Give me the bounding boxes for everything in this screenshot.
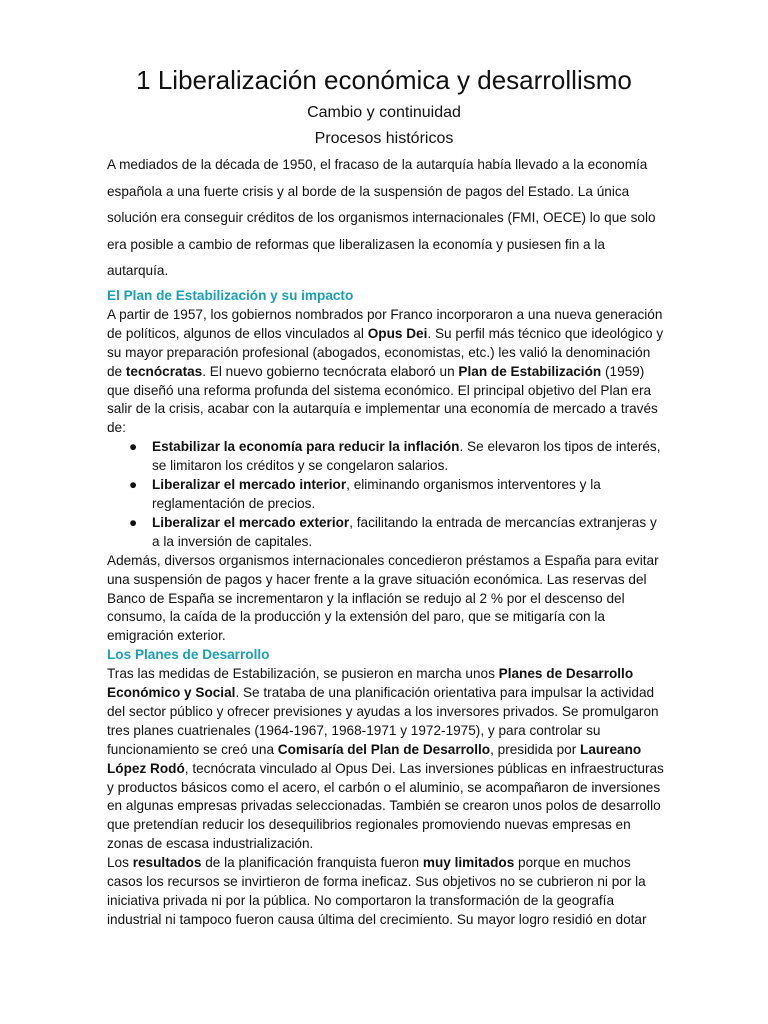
section1-paragraph-1: A partir de 1957, los gobiernos nombrados por Franco incorporaron a una nueva generación de políticos, algunos de ellos vinculados al Opus Dei. Su perfil más técnico que ideológico y su mayor preparación profesional (abogados, economistas, etc.) les valió la denominación de tecnócratas. El nuevo gobierno tecnócrata elaboró un Plan de Estabilización (1959) que diseñó una reforma profunda del sistema económico. El principal objetivo del Plan era salir de la crisis, acabar con la autarquía e implementar una economía de mercado a través de: (107, 306, 664, 436)
list-item: ● Liberalizar el mercado exterior, facilitando la entrada de mercancías extranjeras y a la inversión de capitales. (129, 514, 657, 549)
section-heading-estabilizacion: El Plan de Estabilización y su impacto (107, 288, 354, 303)
bold-term: Planes de Desarrollo Económico y Social (107, 666, 634, 701)
bullet-icon: ● (129, 439, 138, 455)
document-body (107, 287, 667, 930)
bold-term: muy limitados (422, 855, 515, 871)
bullet-icon: ● (129, 477, 138, 493)
intro-paragraph: A mediados de la década de 1950, el fracaso de la autarquía había llevado a la economía española a una fuerte crisis y al borde de la suspensión de pagos del Estado. La única solución era conseguir créditos de los organismos internacionales (FMI, OECE) lo que solo era posible a cambio de reformas que liberalizasen la economía y pusiesen fin a la autarquía. (107, 157, 656, 278)
list-item: ● Estabilizar la economía para reducir la inflación. Se elevaron los tipos de interés, se limitaron los créditos y se congelaron salarios. (129, 439, 661, 474)
measures-list (107, 438, 667, 551)
subtitle-procesos: Procesos históricos (314, 130, 454, 147)
bold-term: Opus Dei (367, 325, 428, 341)
bold-term: resultados (132, 855, 202, 871)
bold-term: Plan de Estabilización (458, 363, 602, 379)
bold-term: Comisaría del Plan de Desarrollo (277, 741, 491, 757)
section2-paragraph-1: Tras las medidas de Estabilización, se pusieron en marcha unos Planes de Desarrollo Económico y Social. Se trataba de una planificación orientativa para impulsar la actividad del sector público y ofrecer previsiones y ayudas a los inversores privados. Se promulgaron tres planes cuatrienales (1964-1967, 1968-1971 y 1972-1975), y para controlar su funcionamiento se creó una Comisaría del Plan de Desarrollo, presidida por Laureano López Rodó, tecnócrata vinculado al Opus Dei. Las inversiones públicas en infraestructuras y productos básicos como el acero, el carbón o el aluminio, se acompañaron de inversiones en algunas empresas privadas seleccionadas. También se crearon unos polos de desarrollo que pretendían reducir los desequilibrios regionales promoviendo nuevas empresas en zonas de escasa industrialización. (107, 666, 664, 852)
bold-term: tecnócratas (125, 363, 203, 379)
list-item: ● Liberalizar el mercado interior, eliminando organismos interventores y la reglamentación de precios. (129, 477, 601, 511)
section-heading-desarrollo: Los Planes de Desarrollo (107, 647, 270, 663)
bold-term: Laureano López Rodó (107, 741, 642, 776)
bullet-icon: ● (129, 514, 138, 530)
document-title: 1 Liberalización económica y desarrollismo (136, 65, 632, 95)
section1-paragraph-2: Además, diversos organismos internacionales concedieron préstamos a España para evitar una suspensión de pagos y hacer frente a la grave situación económica. Las reservas del Banco de España se incrementaron y la inflación se redujo al 2 % por el descenso del consumo, la caída de la producción y la extensión del paro, que se mitigaría con la emigración exterior. (107, 552, 659, 644)
section2-paragraph-2: Los resultados de la planificación franquista fueron muy limitados porque en muchos casos los recursos se invirtieron de forma ineficaz. Sus objetivos no se cubrieron ni por la iniciativa privada ni por la pública. No comportaron la transformación de la geografía industrial ni tampoco fueron causa última del crecimiento. Su mayor logro residió en dotar (107, 855, 647, 927)
subtitle-cambio: Cambio y continuidad (307, 104, 461, 121)
